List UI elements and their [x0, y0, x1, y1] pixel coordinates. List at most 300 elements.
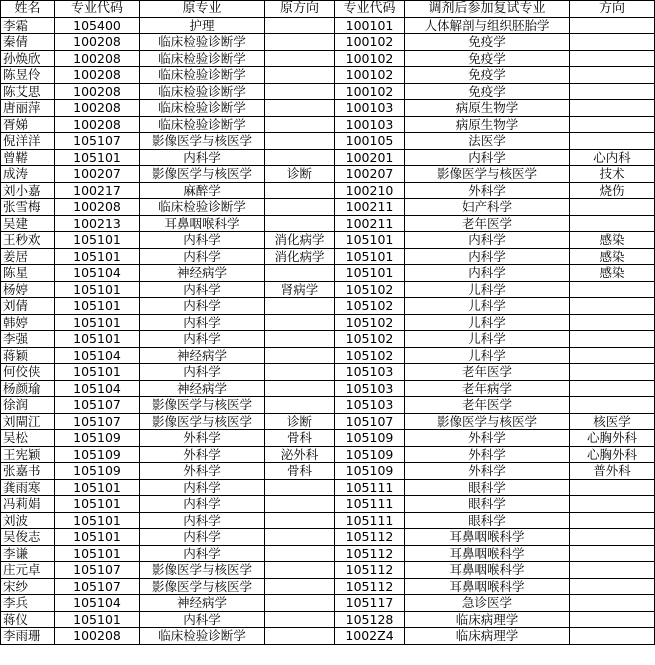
cell-original-major: 临床检验诊断学	[140, 199, 265, 216]
cell-new-direction	[570, 67, 655, 84]
table-row	[1, 463, 655, 480]
cell-original-code: 105101	[55, 496, 140, 513]
cell-original-major: 内科学	[140, 149, 265, 166]
cell-new-major: 儿科学	[405, 298, 570, 315]
cell-original-major: 内科学	[140, 331, 265, 348]
cell-name: 刘波	[1, 512, 55, 529]
header-original-code: 专业代码	[55, 1, 140, 18]
cell-new-major: 眼科学	[405, 479, 570, 496]
cell-new-code: 100102	[335, 34, 405, 51]
cell-name: 陈昱伶	[1, 67, 55, 84]
cell-original-major: 麻醉学	[140, 182, 265, 199]
cell-original-direction: 消化病学	[265, 248, 335, 265]
cell-original-major: 护理	[140, 17, 265, 34]
cell-new-direction	[570, 199, 655, 216]
cell-name: 李兵	[1, 595, 55, 612]
cell-name: 王宪颖	[1, 446, 55, 463]
cell-new-code: 105101	[335, 232, 405, 249]
cell-original-major: 内科学	[140, 248, 265, 265]
cell-new-major: 外科学	[405, 182, 570, 199]
table-row	[1, 199, 655, 216]
cell-name: 冯莉娟	[1, 496, 55, 513]
cell-original-direction	[265, 479, 335, 496]
cell-new-direction	[570, 628, 655, 645]
cell-new-direction	[570, 512, 655, 529]
cell-name: 李雨珊	[1, 628, 55, 645]
table-row	[1, 595, 655, 612]
table-row	[1, 100, 655, 117]
cell-new-code: 105102	[335, 331, 405, 348]
cell-original-direction	[265, 182, 335, 199]
table-row	[1, 512, 655, 529]
cell-original-major: 外科学	[140, 463, 265, 480]
cell-new-major: 免疫学	[405, 50, 570, 67]
cell-name: 李强	[1, 331, 55, 348]
header-original-major: 原专业	[140, 1, 265, 18]
table-row	[1, 562, 655, 579]
cell-new-direction	[570, 529, 655, 546]
cell-new-major: 临床病理学	[405, 628, 570, 645]
cell-name: 成涛	[1, 166, 55, 183]
cell-new-major: 内科学	[405, 149, 570, 166]
cell-original-direction	[265, 50, 335, 67]
cell-name: 徐润	[1, 397, 55, 414]
cell-original-direction	[265, 529, 335, 546]
cell-new-direction	[570, 479, 655, 496]
header-new-code: 专业代码	[335, 1, 405, 18]
cell-name: 李谦	[1, 545, 55, 562]
cell-new-code: 105102	[335, 281, 405, 298]
cell-name: 何佼侠	[1, 364, 55, 381]
cell-original-direction	[265, 545, 335, 562]
cell-new-direction	[570, 611, 655, 628]
cell-original-direction	[265, 628, 335, 645]
cell-original-major: 影像医学与核医学	[140, 166, 265, 183]
cell-original-code: 105400	[55, 17, 140, 34]
cell-original-code: 105104	[55, 595, 140, 612]
cell-name: 王秒欢	[1, 232, 55, 249]
cell-original-major: 内科学	[140, 232, 265, 249]
table-row	[1, 347, 655, 364]
cell-new-major: 人体解剖与组织胚胎学	[405, 17, 570, 34]
cell-new-direction	[570, 578, 655, 595]
cell-new-direction	[570, 34, 655, 51]
table-row	[1, 578, 655, 595]
cell-new-code: 100201	[335, 149, 405, 166]
cell-original-direction: 泌外科	[265, 446, 335, 463]
cell-new-major: 内科学	[405, 265, 570, 282]
table-row	[1, 397, 655, 414]
cell-original-code: 105109	[55, 446, 140, 463]
header-new-major: 调剂后参加复试专业	[405, 1, 570, 18]
cell-original-direction	[265, 397, 335, 414]
cell-new-direction	[570, 83, 655, 100]
cell-new-major: 外科学	[405, 446, 570, 463]
cell-new-code: 105112	[335, 562, 405, 579]
header-new-direction: 方向	[570, 1, 655, 18]
cell-name: 刘倩	[1, 298, 55, 315]
cell-original-direction	[265, 496, 335, 513]
cell-new-code: 1002Z4	[335, 628, 405, 645]
cell-name: 刘小嘉	[1, 182, 55, 199]
cell-new-direction	[570, 133, 655, 150]
cell-new-major: 耳鼻咽喉科学	[405, 529, 570, 546]
cell-original-direction: 诊断	[265, 413, 335, 430]
cell-original-major: 内科学	[140, 314, 265, 331]
cell-original-major: 神经病学	[140, 265, 265, 282]
cell-new-direction	[570, 496, 655, 513]
cell-name: 李霜	[1, 17, 55, 34]
cell-original-direction	[265, 331, 335, 348]
cell-new-code: 105128	[335, 611, 405, 628]
cell-original-code: 105104	[55, 347, 140, 364]
table-row	[1, 149, 655, 166]
cell-name: 吴建	[1, 215, 55, 232]
cell-original-direction	[265, 67, 335, 84]
cell-new-code: 105101	[335, 248, 405, 265]
cell-new-major: 儿科学	[405, 314, 570, 331]
cell-new-major: 内科学	[405, 232, 570, 249]
cell-new-major: 急诊医学	[405, 595, 570, 612]
cell-name: 蒋颖	[1, 347, 55, 364]
cell-new-major: 老年医学	[405, 364, 570, 381]
cell-new-code: 105103	[335, 380, 405, 397]
cell-new-major: 免疫学	[405, 83, 570, 100]
cell-new-code: 105109	[335, 446, 405, 463]
table-row	[1, 611, 655, 628]
cell-new-major: 耳鼻咽喉科学	[405, 562, 570, 579]
cell-original-code: 100208	[55, 100, 140, 117]
cell-original-major: 影像医学与核医学	[140, 413, 265, 430]
table-row	[1, 17, 655, 34]
cell-original-major: 内科学	[140, 364, 265, 381]
cell-original-major: 内科学	[140, 529, 265, 546]
cell-original-major: 内科学	[140, 496, 265, 513]
cell-name: 刘閘江	[1, 413, 55, 430]
cell-new-code: 100101	[335, 17, 405, 34]
cell-new-direction	[570, 314, 655, 331]
cell-new-direction	[570, 562, 655, 579]
cell-name: 唐丽萍	[1, 100, 55, 117]
cell-new-code: 100105	[335, 133, 405, 150]
cell-original-code: 100208	[55, 83, 140, 100]
table-row	[1, 50, 655, 67]
cell-name: 陈星	[1, 265, 55, 282]
cell-original-code: 105107	[55, 562, 140, 579]
cell-new-direction	[570, 100, 655, 117]
cell-new-major: 病原生物学	[405, 100, 570, 117]
cell-original-direction	[265, 314, 335, 331]
cell-original-code: 105107	[55, 133, 140, 150]
cell-original-code: 100217	[55, 182, 140, 199]
cell-name: 张雪梅	[1, 199, 55, 216]
cell-new-code: 105103	[335, 364, 405, 381]
table-row	[1, 529, 655, 546]
cell-original-code: 105101	[55, 314, 140, 331]
table-row	[1, 133, 655, 150]
cell-name: 吴俊志	[1, 529, 55, 546]
cell-name: 庄元卓	[1, 562, 55, 579]
cell-new-major: 眼科学	[405, 512, 570, 529]
cell-new-code: 105109	[335, 430, 405, 447]
cell-original-code: 100208	[55, 116, 140, 133]
cell-new-major: 外科学	[405, 463, 570, 480]
cell-original-major: 临床检验诊断学	[140, 116, 265, 133]
cell-original-code: 105101	[55, 331, 140, 348]
cell-original-direction	[265, 578, 335, 595]
cell-original-direction	[265, 298, 335, 315]
cell-original-major: 临床检验诊断学	[140, 67, 265, 84]
cell-original-major: 神经病学	[140, 595, 265, 612]
cell-original-code: 105101	[55, 479, 140, 496]
cell-new-major: 眼科学	[405, 496, 570, 513]
cell-original-code: 105104	[55, 380, 140, 397]
cell-original-direction	[265, 199, 335, 216]
cell-new-direction	[570, 595, 655, 612]
cell-new-code: 105103	[335, 397, 405, 414]
cell-original-code: 105101	[55, 298, 140, 315]
cell-new-direction: 感染	[570, 248, 655, 265]
cell-new-code: 105102	[335, 347, 405, 364]
cell-new-direction: 技术	[570, 166, 655, 183]
cell-name: 曾鞯	[1, 149, 55, 166]
cell-new-direction	[570, 215, 655, 232]
cell-new-direction	[570, 298, 655, 315]
cell-original-code: 105109	[55, 463, 140, 480]
table-row	[1, 364, 655, 381]
cell-new-direction	[570, 116, 655, 133]
cell-new-major: 影像医学与核医学	[405, 166, 570, 183]
cell-new-major: 老年医学	[405, 215, 570, 232]
cell-new-code: 100211	[335, 199, 405, 216]
cell-original-direction	[265, 364, 335, 381]
cell-original-code: 105104	[55, 265, 140, 282]
cell-original-direction	[265, 595, 335, 612]
cell-new-direction	[570, 364, 655, 381]
table-row	[1, 281, 655, 298]
cell-original-major: 内科学	[140, 479, 265, 496]
table-row	[1, 380, 655, 397]
cell-name: 陈艾思	[1, 83, 55, 100]
cell-new-code: 100211	[335, 215, 405, 232]
cell-name: 杨颜瑜	[1, 380, 55, 397]
cell-original-code: 105109	[55, 430, 140, 447]
header-original-direction: 原方向	[265, 1, 335, 18]
cell-original-direction	[265, 83, 335, 100]
cell-new-major: 妇产科学	[405, 199, 570, 216]
cell-name: 孙焕欣	[1, 50, 55, 67]
table-row	[1, 34, 655, 51]
cell-new-code: 105102	[335, 314, 405, 331]
table-body	[1, 17, 655, 644]
cell-new-major: 儿科学	[405, 281, 570, 298]
cell-original-direction	[265, 380, 335, 397]
cell-new-major: 外科学	[405, 430, 570, 447]
cell-new-code: 105111	[335, 512, 405, 529]
cell-new-direction	[570, 17, 655, 34]
cell-new-code: 105112	[335, 545, 405, 562]
cell-new-code: 105111	[335, 479, 405, 496]
cell-new-code: 100103	[335, 100, 405, 117]
cell-original-code: 105101	[55, 529, 140, 546]
cell-new-major: 耳鼻咽喉科学	[405, 545, 570, 562]
table-row	[1, 215, 655, 232]
cell-new-major: 临床病理学	[405, 611, 570, 628]
cell-original-major: 临床检验诊断学	[140, 50, 265, 67]
cell-original-code: 105101	[55, 281, 140, 298]
cell-original-direction: 肾病学	[265, 281, 335, 298]
cell-original-major: 内科学	[140, 545, 265, 562]
cell-new-code: 105101	[335, 265, 405, 282]
cell-original-code: 105107	[55, 397, 140, 414]
cell-original-major: 神经病学	[140, 347, 265, 364]
cell-new-major: 儿科学	[405, 347, 570, 364]
header-name: 姓名	[1, 1, 55, 18]
cell-new-major: 老年医学	[405, 397, 570, 414]
cell-new-major: 法医学	[405, 133, 570, 150]
cell-new-major: 儿科学	[405, 331, 570, 348]
cell-name: 宋纱	[1, 578, 55, 595]
cell-original-code: 105107	[55, 413, 140, 430]
table-row	[1, 67, 655, 84]
cell-name: 张嘉书	[1, 463, 55, 480]
cell-original-code: 100208	[55, 199, 140, 216]
cell-original-major: 耳鼻咽喉科学	[140, 215, 265, 232]
cell-original-code: 105101	[55, 611, 140, 628]
table-row	[1, 265, 655, 282]
table-row	[1, 83, 655, 100]
cell-new-major: 免疫学	[405, 34, 570, 51]
cell-new-code: 105111	[335, 496, 405, 513]
cell-original-code: 105101	[55, 512, 140, 529]
cell-original-code: 105107	[55, 578, 140, 595]
cell-new-code: 105109	[335, 463, 405, 480]
table-row	[1, 314, 655, 331]
cell-new-direction	[570, 50, 655, 67]
cell-new-direction	[570, 380, 655, 397]
cell-original-code: 105101	[55, 232, 140, 249]
cell-name: 韩婷	[1, 314, 55, 331]
table-row	[1, 496, 655, 513]
cell-original-major: 临床检验诊断学	[140, 83, 265, 100]
cell-new-major: 老年病学	[405, 380, 570, 397]
cell-original-direction	[265, 512, 335, 529]
cell-original-code: 105101	[55, 248, 140, 265]
cell-new-major: 免疫学	[405, 67, 570, 84]
cell-original-direction	[265, 34, 335, 51]
cell-original-direction	[265, 265, 335, 282]
table-row	[1, 628, 655, 645]
cell-new-direction	[570, 331, 655, 348]
cell-new-code: 100210	[335, 182, 405, 199]
cell-original-direction	[265, 100, 335, 117]
cell-new-direction	[570, 397, 655, 414]
cell-new-direction	[570, 281, 655, 298]
cell-original-direction: 诊断	[265, 166, 335, 183]
cell-original-direction: 消化病学	[265, 232, 335, 249]
cell-original-major: 外科学	[140, 446, 265, 463]
table-row	[1, 182, 655, 199]
cell-original-code: 105101	[55, 149, 140, 166]
cell-original-code: 100207	[55, 166, 140, 183]
cell-name: 胥娣	[1, 116, 55, 133]
cell-name: 倪洋洋	[1, 133, 55, 150]
cell-new-major: 内科学	[405, 248, 570, 265]
cell-original-major: 影像医学与核医学	[140, 562, 265, 579]
table-row	[1, 166, 655, 183]
cell-new-code: 100207	[335, 166, 405, 183]
table-row	[1, 248, 655, 265]
cell-name: 蒋仪	[1, 611, 55, 628]
cell-name: 姜居	[1, 248, 55, 265]
table-row	[1, 545, 655, 562]
table-row	[1, 479, 655, 496]
cell-original-major: 内科学	[140, 611, 265, 628]
cell-original-major: 影像医学与核医学	[140, 578, 265, 595]
cell-original-code: 100208	[55, 34, 140, 51]
cell-original-direction	[265, 17, 335, 34]
cell-name: 秦倩	[1, 34, 55, 51]
header-row	[1, 1, 655, 18]
cell-new-direction: 心内科	[570, 149, 655, 166]
cell-original-code: 105101	[55, 364, 140, 381]
cell-original-major: 内科学	[140, 512, 265, 529]
cell-original-code: 100208	[55, 67, 140, 84]
cell-original-major: 外科学	[140, 430, 265, 447]
table-row	[1, 116, 655, 133]
cell-new-code: 100103	[335, 116, 405, 133]
cell-new-direction	[570, 545, 655, 562]
cell-new-code: 105102	[335, 298, 405, 315]
cell-new-major: 耳鼻咽喉科学	[405, 578, 570, 595]
cell-new-direction: 核医学	[570, 413, 655, 430]
cell-name: 吴松	[1, 430, 55, 447]
cell-original-code: 100208	[55, 50, 140, 67]
cell-new-direction	[570, 347, 655, 364]
table-row	[1, 298, 655, 315]
cell-original-direction	[265, 149, 335, 166]
cell-name: 龚雨寒	[1, 479, 55, 496]
cell-new-code: 105112	[335, 578, 405, 595]
cell-new-code: 100102	[335, 83, 405, 100]
cell-original-direction: 骨科	[265, 463, 335, 480]
cell-original-direction	[265, 347, 335, 364]
cell-original-direction	[265, 215, 335, 232]
table-row	[1, 446, 655, 463]
cell-new-direction: 心胸外科	[570, 430, 655, 447]
cell-original-major: 影像医学与核医学	[140, 133, 265, 150]
cell-original-major: 临床检验诊断学	[140, 34, 265, 51]
cell-original-code: 100213	[55, 215, 140, 232]
cell-original-direction	[265, 116, 335, 133]
cell-original-major: 神经病学	[140, 380, 265, 397]
cell-new-direction: 普外科	[570, 463, 655, 480]
cell-original-direction	[265, 562, 335, 579]
cell-new-code: 105107	[335, 413, 405, 430]
cell-new-major: 病原生物学	[405, 116, 570, 133]
cell-new-code: 100102	[335, 67, 405, 84]
cell-new-direction: 心胸外科	[570, 446, 655, 463]
cell-original-code: 105101	[55, 545, 140, 562]
cell-original-major: 临床检验诊断学	[140, 628, 265, 645]
table-row	[1, 232, 655, 249]
cell-new-direction: 烧伤	[570, 182, 655, 199]
cell-original-direction	[265, 133, 335, 150]
cell-original-major: 影像医学与核医学	[140, 397, 265, 414]
table-row	[1, 331, 655, 348]
cell-original-major: 内科学	[140, 281, 265, 298]
cell-new-direction: 感染	[570, 232, 655, 249]
